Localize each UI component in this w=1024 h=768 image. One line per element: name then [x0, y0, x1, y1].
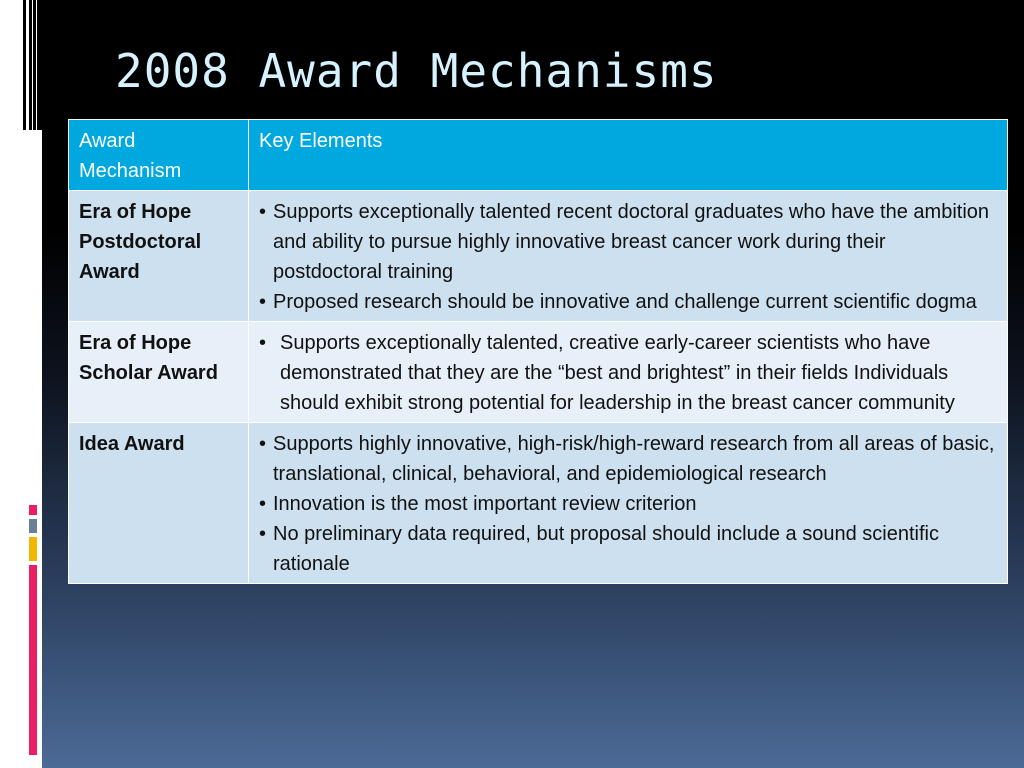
bullet-item: • Supports exceptionally talented recent doctoral graduates who have the ambition and ability to pursue highly innovative breast cancer work during their postdoctoral training — [259, 197, 997, 287]
mechanism-cell: Idea Award — [69, 423, 249, 584]
award-mechanisms-table — [68, 119, 1008, 584]
key-elements-cell — [249, 322, 1008, 423]
accent-bar-pink-long — [29, 565, 37, 755]
bullet-item: • Supports highly innovative, high-risk/high-reward research from all areas of basic, translational, clinical, behavioral, and epidemiological research — [259, 429, 997, 489]
accent-bar-pink-small — [29, 505, 37, 515]
mechanism-cell: Era of Hope Scholar Award — [69, 322, 249, 423]
table-row-idea-award — [69, 423, 1008, 584]
mechanism-cell: Era of Hope Postdoctoral Award — [69, 191, 249, 322]
bullet-item: • Innovation is the most important review criterion — [259, 489, 997, 519]
header-key-elements: Key Elements — [249, 120, 1008, 191]
bullet-item: • Proposed research should be innovative and challenge current scientific dogma — [259, 287, 997, 317]
key-elements-cell — [249, 423, 1008, 584]
accent-bar-gray — [29, 519, 37, 533]
accent-bar-gold — [29, 537, 37, 561]
table-header-row — [69, 120, 1008, 191]
bullet-item: • Supports exceptionally talented, creative early-career scientists who have demonstrated that they are the “best and brightest” in their fields Individuals should exhibit strong potential for leadership in the breast cancer community — [259, 328, 997, 418]
table-row-scholar-award — [69, 322, 1008, 423]
slide-title: 2008 Award Mechanisms — [115, 44, 718, 98]
bullet-item: • No preliminary data required, but proposal should include a sound scientific rationale — [259, 519, 997, 579]
table-row-postdoctoral-award — [69, 191, 1008, 322]
header-award-mechanism: Award Mechanism — [69, 120, 249, 191]
key-elements-cell — [249, 191, 1008, 322]
decorative-side-strip — [0, 0, 42, 768]
